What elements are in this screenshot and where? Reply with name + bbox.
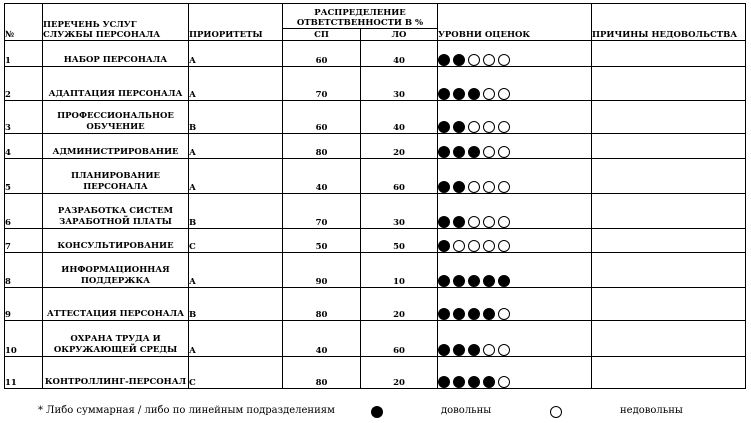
row-service-name: ИНФОРМАЦИОННАЯ ПОДДЕРЖКА — [43, 253, 189, 288]
row-reason — [592, 159, 746, 194]
row-rating — [438, 357, 592, 389]
row-sp-value: 70 — [283, 194, 361, 229]
empty-circle-icon — [483, 181, 495, 193]
table-row — [5, 194, 746, 229]
row-rating — [438, 194, 592, 229]
row-lo-value: 30 — [361, 67, 438, 101]
empty-circle-icon — [483, 216, 495, 228]
legend-satisfied: довольны — [441, 405, 492, 416]
row-num: 10 — [5, 321, 43, 357]
filled-circle-icon — [438, 344, 450, 356]
filled-circle-icon — [438, 88, 450, 100]
header-distribution: РАСПРЕДЕЛЕНИЕ ОТВЕТСТВЕННОСТИ В % — [283, 4, 438, 29]
row-sp-value: 80 — [283, 134, 361, 159]
row-priority: В — [189, 288, 283, 321]
row-rating — [438, 288, 592, 321]
filled-circle-icon — [498, 275, 510, 287]
row-priority: А — [189, 67, 283, 101]
table-row — [5, 229, 746, 253]
row-lo-value: 10 — [361, 253, 438, 288]
filled-circle-icon — [453, 88, 465, 100]
row-rating — [438, 67, 592, 101]
empty-circle-icon — [483, 344, 495, 356]
empty-circle-icon — [483, 54, 495, 66]
row-service-name: РАЗРАБОТКА СИСТЕМ ЗАРАБОТНОЙ ПЛАТЫ — [43, 194, 189, 229]
empty-circle-icon — [468, 240, 480, 252]
header-sp: СП — [283, 29, 361, 41]
table-row — [5, 101, 746, 134]
row-reason — [592, 194, 746, 229]
row-priority: А — [189, 134, 283, 159]
empty-circle-icon — [550, 406, 562, 418]
empty-circle-icon — [468, 121, 480, 133]
row-service-name: АДМИНИСТРИРОВАНИЕ — [43, 134, 189, 159]
legend-note: * Либо суммарная / либо по линейным подразделениям — [38, 405, 335, 416]
filled-circle-icon — [483, 376, 495, 388]
row-reason — [592, 41, 746, 67]
row-lo-value: 40 — [361, 101, 438, 134]
row-service-name: АТТЕСТАЦИЯ ПЕРСОНАЛА — [43, 288, 189, 321]
filled-circle-icon — [468, 344, 480, 356]
filled-circle-icon — [438, 240, 450, 252]
row-priority: В — [189, 101, 283, 134]
empty-circle-icon — [468, 181, 480, 193]
row-service-name: КОНСУЛЬТИРОВАНИЕ — [43, 229, 189, 253]
row-priority: А — [189, 253, 283, 288]
filled-circle-icon — [453, 121, 465, 133]
filled-circle-icon — [438, 54, 450, 66]
row-reason — [592, 253, 746, 288]
filled-circle-icon — [468, 88, 480, 100]
filled-circle-icon — [438, 216, 450, 228]
empty-circle-icon — [498, 88, 510, 100]
empty-circle-icon — [483, 146, 495, 158]
row-sp-value: 60 — [283, 101, 361, 134]
filled-circle-icon — [468, 146, 480, 158]
row-num: 1 — [5, 41, 43, 67]
empty-circle-icon — [498, 54, 510, 66]
row-num: 2 — [5, 67, 43, 101]
row-rating — [438, 101, 592, 134]
header-reasons: ПРИЧИНЫ НЕДОВОЛЬСТВА — [592, 4, 746, 41]
header-priorities: ПРИОРИТЕТЫ — [189, 4, 283, 41]
row-reason — [592, 288, 746, 321]
empty-circle-icon — [498, 344, 510, 356]
row-num: 11 — [5, 357, 43, 389]
row-rating — [438, 253, 592, 288]
header-levels: УРОВНИ ОЦЕНОК — [438, 4, 592, 41]
empty-circle-icon — [498, 240, 510, 252]
empty-circle-icon — [468, 216, 480, 228]
row-priority: А — [189, 41, 283, 67]
row-lo-value: 60 — [361, 321, 438, 357]
empty-circle-icon — [483, 240, 495, 252]
filled-circle-icon — [453, 344, 465, 356]
row-num: 6 — [5, 194, 43, 229]
filled-circle-icon — [453, 181, 465, 193]
row-lo-value: 20 — [361, 357, 438, 389]
filled-circle-icon — [453, 216, 465, 228]
table-row — [5, 134, 746, 159]
empty-circle-icon — [453, 240, 465, 252]
row-lo-value: 60 — [361, 159, 438, 194]
row-rating — [438, 134, 592, 159]
row-sp-value: 40 — [283, 321, 361, 357]
filled-circle-icon — [438, 275, 450, 287]
empty-circle-icon — [498, 216, 510, 228]
header-services: ПЕРЕЧЕНЬ УСЛУГ СЛУЖБЫ ПЕРСОНАЛА — [43, 4, 189, 41]
filled-circle-icon — [468, 275, 480, 287]
empty-circle-icon — [483, 88, 495, 100]
row-service-name: ОХРАНА ТРУДА И ОКРУЖАЮЩЕЙ СРЕДЫ — [43, 321, 189, 357]
filled-circle-icon — [453, 54, 465, 66]
row-service-name: КОНТРОЛЛИНГ-ПЕРСОНАЛ — [43, 357, 189, 389]
row-service-name: ПРОФЕССИОНАЛЬНОЕ ОБУЧЕНИЕ — [43, 101, 189, 134]
empty-circle-icon — [483, 121, 495, 133]
row-priority: С — [189, 229, 283, 253]
filled-circle-icon — [438, 146, 450, 158]
row-sp-value: 80 — [283, 357, 361, 389]
row-rating — [438, 229, 592, 253]
empty-circle-icon — [498, 146, 510, 158]
legend-dissatisfied: недовольны — [620, 405, 683, 416]
header-lo: ЛО — [361, 29, 438, 41]
row-rating — [438, 159, 592, 194]
row-priority: А — [189, 321, 283, 357]
row-lo-value: 20 — [361, 134, 438, 159]
filled-circle-icon — [468, 376, 480, 388]
row-lo-value: 20 — [361, 288, 438, 321]
filled-circle-icon — [453, 376, 465, 388]
legend — [38, 405, 738, 421]
row-sp-value: 40 — [283, 159, 361, 194]
row-num: 5 — [5, 159, 43, 194]
row-priority: А — [189, 159, 283, 194]
table-row — [5, 159, 746, 194]
empty-circle-icon — [498, 181, 510, 193]
filled-circle-icon — [438, 121, 450, 133]
table-row — [5, 321, 746, 357]
row-sp-value: 90 — [283, 253, 361, 288]
filled-circle-icon — [438, 308, 450, 320]
filled-circle-icon — [453, 146, 465, 158]
row-rating — [438, 41, 592, 67]
row-rating — [438, 321, 592, 357]
empty-circle-icon — [468, 54, 480, 66]
row-service-name: ПЛАНИРОВАНИЕ ПЕРСОНАЛА — [43, 159, 189, 194]
table-body — [5, 41, 746, 389]
row-num: 3 — [5, 101, 43, 134]
empty-circle-icon — [498, 121, 510, 133]
header-num: № — [5, 4, 43, 41]
filled-circle-icon — [468, 308, 480, 320]
row-num: 8 — [5, 253, 43, 288]
table-row — [5, 288, 746, 321]
row-reason — [592, 357, 746, 389]
row-sp-value: 50 — [283, 229, 361, 253]
services-table — [4, 3, 746, 389]
table-row — [5, 357, 746, 389]
filled-circle-icon — [453, 308, 465, 320]
row-sp-value: 60 — [283, 41, 361, 67]
row-lo-value: 40 — [361, 41, 438, 67]
row-service-name: НАБОР ПЕРСОНАЛА — [43, 41, 189, 67]
row-reason — [592, 101, 746, 134]
row-sp-value: 80 — [283, 288, 361, 321]
filled-circle-icon — [438, 376, 450, 388]
row-priority: С — [189, 357, 283, 389]
row-num: 4 — [5, 134, 43, 159]
row-lo-value: 30 — [361, 194, 438, 229]
row-lo-value: 50 — [361, 229, 438, 253]
row-num: 7 — [5, 229, 43, 253]
row-priority: В — [189, 194, 283, 229]
table-row — [5, 41, 746, 67]
table-row — [5, 253, 746, 288]
row-reason — [592, 67, 746, 101]
row-reason — [592, 321, 746, 357]
row-service-name: АДАПТАЦИЯ ПЕРСОНАЛА — [43, 67, 189, 101]
table-row — [5, 67, 746, 101]
row-reason — [592, 229, 746, 253]
empty-circle-icon — [498, 376, 510, 388]
row-sp-value: 70 — [283, 67, 361, 101]
row-reason — [592, 134, 746, 159]
filled-circle-icon — [483, 275, 495, 287]
row-num: 9 — [5, 288, 43, 321]
filled-circle-icon — [438, 181, 450, 193]
filled-circle-icon — [453, 275, 465, 287]
empty-circle-icon — [498, 308, 510, 320]
filled-circle-icon — [371, 406, 383, 418]
filled-circle-icon — [483, 308, 495, 320]
